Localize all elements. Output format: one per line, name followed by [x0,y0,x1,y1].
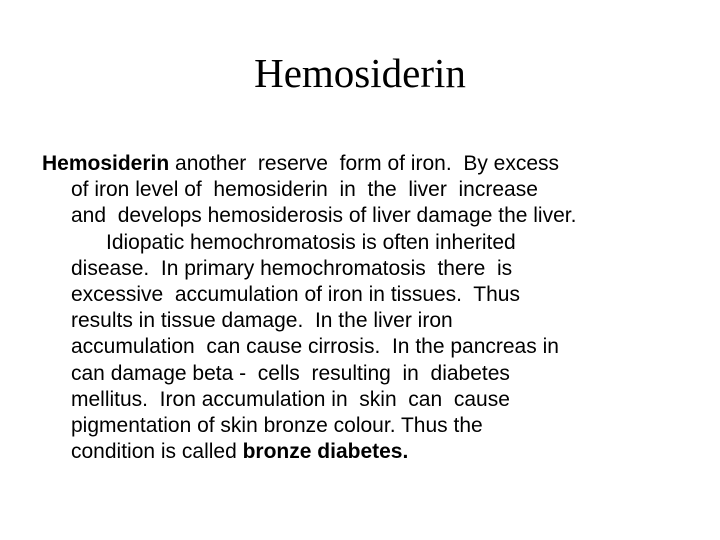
body-paragraph [42,151,692,465]
paragraph-line: of iron level of hemosiderin in the liver increase [71,178,538,202]
paragraph-line: results in tissue damage. In the liver iron [71,309,453,333]
paragraph-line: can damage beta - cells resulting in diabetes [71,361,510,385]
closing-term: bronze diabetes. [242,440,409,464]
paragraph-line: pigmentation of skin bronze colour. Thus the [71,414,483,438]
paragraph-line [42,151,692,177]
paragraph-line-text: another reserve form of iron. By excess [169,152,560,175]
paragraph-line: and develops hemosiderosis of liver damage the liver. [71,204,577,228]
paragraph-line: Idiopatic hemochromatosis is often inherited [71,230,516,254]
lead-term: Hemosiderin [42,152,170,175]
paragraph-line: mellitus. Iron accumulation in skin can cause [71,387,510,411]
paragraph-line: disease. In primary hemochromatosis there is [71,256,513,280]
paragraph-line: accumulation can cause cirrosis. In the pancreas in [71,335,559,359]
paragraph-line [42,439,692,465]
paragraph-line: excessive accumulation of iron in tissues. Thus [71,283,520,307]
paragraph-line-text: condition is called [71,440,243,464]
slide-title: Hemosiderin [254,50,466,96]
